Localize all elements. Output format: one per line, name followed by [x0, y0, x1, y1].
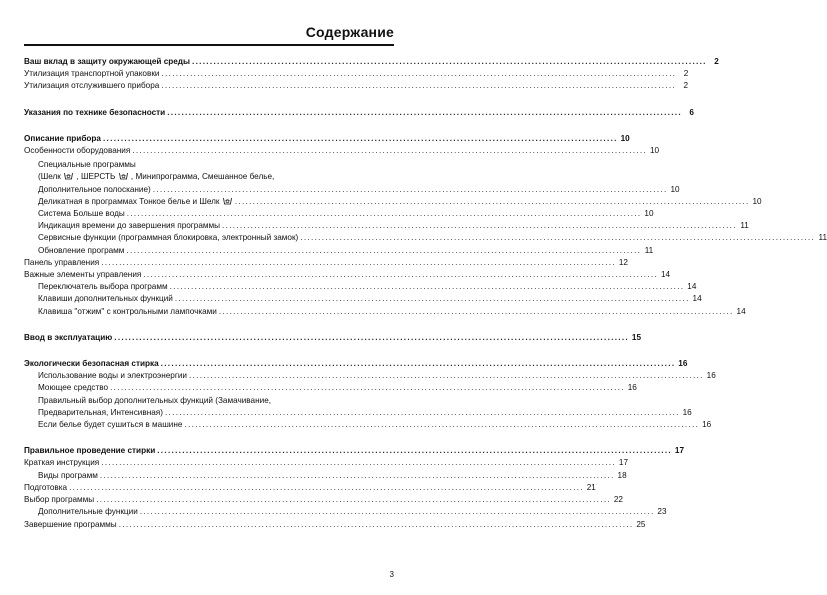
toc-entry-preparation[interactable]: Подготовка ..... 21	[24, 482, 394, 494]
toc-entry-delicate[interactable]: Деликатная в программах Тонкое белье и Шелк ..... 10	[38, 196, 394, 208]
toc-entry-spin-button[interactable]: Клавиша "отжим" с контрольными лампочками ..... 14	[38, 306, 394, 318]
toc-entry-environment[interactable]: Ваш вклад в защиту окружающей среды ..... 2	[24, 56, 394, 68]
table-of-contents	[24, 56, 827, 531]
toc-entry-program-end[interactable]: Завершение программы ..... 25	[24, 519, 394, 531]
toc-entry-features[interactable]: Особенности оборудования ..... 10	[24, 145, 394, 157]
toc-entry-eco-washing[interactable]: Экологически безопасная стирка ..... 16	[24, 358, 394, 370]
toc-entry-safety[interactable]: Указания по технике безопасности ..... 6	[24, 107, 394, 119]
toc-entry-time-left[interactable]: Индикация времени до завершения программы ..... 11	[38, 220, 394, 232]
toc-entry-option-buttons[interactable]: Клавиши дополнительных функций ..... 14	[38, 293, 394, 305]
toc-entry-special-programs[interactable]: Специальные программы (Шелк , ШЕРСТЬ , Минипрограмма, Смешанное белье, Дополнительное полоскание) ..... 10	[38, 159, 394, 196]
toc-entry-program-selection[interactable]: Выбор программы ..... 22	[24, 494, 394, 506]
hand-wash-icon	[119, 172, 128, 180]
toc-entry-program-types[interactable]: Виды программ ..... 18	[38, 470, 394, 482]
toc-entry-program-update[interactable]: Обновление программ ..... 11	[38, 245, 394, 257]
hand-wash-icon	[223, 197, 232, 205]
toc-entry-packaging[interactable]: Утилизация транспортной упаковки ..... 2	[24, 68, 394, 80]
toc-entry-detergent[interactable]: Моющее средство ..... 16	[38, 382, 394, 394]
page-number: 3	[389, 570, 394, 579]
toc-entry-commissioning[interactable]: Ввод в эксплуатацию ..... 15	[24, 332, 394, 344]
toc-entry-more-water[interactable]: Система Больше воды ..... 10	[38, 208, 394, 220]
toc-entry-extra-functions[interactable]: Дополнительные функции ..... 23	[38, 506, 394, 518]
toc-entry-water-energy[interactable]: Использование воды и электроэнергии ..... 16	[38, 370, 394, 382]
page-title: Содержание	[305, 24, 394, 40]
toc-entry-proper-washing[interactable]: Правильное проведение стирки ..... 17	[24, 445, 394, 457]
toc-entry-service-functions[interactable]: Сервисные функции (программная блокировка, электронный замок) ..... 11	[38, 232, 394, 244]
toc-entry-option-choice[interactable]: Правильный выбор дополнительных функций (Замачивание, Предварительная, Интенсивная) ..... 16	[38, 395, 394, 419]
toc-entry-description[interactable]: Описание прибора ..... 10	[24, 133, 394, 145]
toc-entry-program-selector[interactable]: Переключатель выбора программ ..... 14	[38, 281, 394, 293]
title-rule	[24, 44, 394, 46]
hand-wash-icon	[64, 172, 73, 180]
toc-entry-quick-guide[interactable]: Краткая инструкция ..... 17	[24, 457, 394, 469]
toc-entry-important-controls[interactable]: Важные элементы управления ..... 14	[24, 269, 394, 281]
toc-entry-old-appliance[interactable]: Утилизация отслужившего прибора ..... 2	[24, 80, 394, 92]
toc-entry-control-panel[interactable]: Панель управления ..... 12	[24, 257, 394, 269]
toc-entry-machine-drying[interactable]: Если белье будет сушиться в машине ..... 16	[38, 419, 394, 431]
